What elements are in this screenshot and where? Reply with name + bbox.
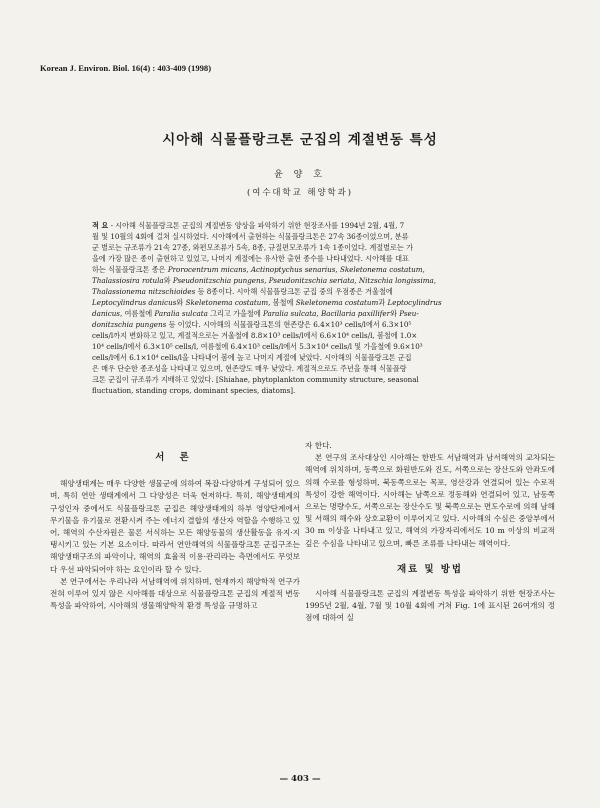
abstract [92,220,512,396]
abstract-line: 하는 식물플랑크톤 종은 Prorocentrum micans, Actinoptychus senarius, Skeletonema costatum, [92,265,425,274]
abstract-line: 을에 가장 많은 종이 출현하고 있었고, 나머지 계절에는 유사한 출현 종수를 나타내었다. 시아해를 대표 [92,254,409,263]
left-column [50,440,300,612]
abstract-label: 적 요 [92,221,109,230]
abstract-line: 은 매우 단순한 종조성을 나타내고 있으며, 현존량도 매우 낮았다. 계절적으로도 주년을 통해 식물플랑 [92,364,407,373]
paragraph: 본 연구의 조사대상인 시아해는 한반도 서남해역과 남서해역의 교차되는 해역에 위치하며, 동쪽으로 화원반도와 진도, 서쪽으로는 장산도와 안좌도에 의해 수로를 형성하며, 북동쪽으로는 목포, 영산강과 연결되어 있는 수로적 특성이 강한 해역이다. 시아해는 남쪽으로 정동해와 연결되어 있고, 남동쪽으로는 명량수도, 서쪽으로는 장산수도 및 북쪽으로는 면도수로에 의해 남해 및 서해의 해수와 상호교환이 이루어지고 있다. 시아해의 수심은 중앙부에서 30 m 이상을 나타내고 있고, 해역의 가장자리에서도 10 m 이상의 비교적 깊은 수심을 나타내고 있으며, 빠른 조류를 나타내는 해역이다. [305,453,555,548]
affiliation: (여수대학교 해양학과) [246,187,353,197]
page-number: — 403 — [279,774,321,784]
paragraph: 해양생태계는 매우 다양한 생물군에 의하여 복잡·다양하게 구성되어 있으며, 특히 연안 생태계에서 그 다양성은 더욱 현저하다. 특히, 해양생태계의 구성인자 중에서도 식물플랑크톤 군집은 해양생태계의 하부 영양단계에서 무기물을 유기물로 전환시켜 주는 에너지 결합의 생산자 역할을 수행하고 있어, 해역의 수산자원은 물론 서식하는 모든 해양동물의 생산활동을 유지·지탱시키고 있는 기본 요소이다. 따라서 연안해역의 식물플랑크톤 군집구조는 해양생태구조의 파악이나, 해역의 효율적 이용·관리라는 측면에서도 무엇보다 우선 파악되어야 하는 요인이라 할 수 있다. [50,479,300,574]
abstract-line: Thalassiosira rotula와 Pseudonitzschia pungens, Pseudonitzschia seriata, Nitzschia longissima, [92,276,437,285]
abstract-line: 10⁴ cells/l에서 6.3×10⁵ cells/l, 여름철에 6.4×10³ cells/l에서 5.3×10⁴ cells/l 및 가을철에 9.6×10³ [92,342,423,351]
paragraph: 본 연구에서는 우리나라 서남해역에 위치하며, 현재까지 해양학적 연구가 전혀 이루어 있지 않은 시아해를 대상으로 식물플랑크톤 군집의 계절적 변동특성을 파악하여, 시아해의 생물해양학적 환경 특성을 규명하고 [50,576,300,611]
journal-citation: Korean J. Environ. Biol. 16(4) : 403-409 (1998) [40,63,212,73]
abstract-line: cells/l에서 6.1×10⁴ cells/l을 나타내어 봄에 높고 나머지 계절에 낮았다. 시아해의 식물플랑크톤 군집 [92,353,412,362]
abstract-line: 월 및 10월의 4회에 걸쳐 실시하였다. 시아해에서 출현하는 식물플랑크톤은 27속 36종이었으며, 분류 [92,232,409,241]
abstract-line: 군 별로는 규조류가 21속 27종, 와편모조류가 5속, 8종, 규질편모조류가 1속 1종이었다. 계절별로는 가 [92,243,413,252]
abstract-line: fluctuation, standing crops, dominant species, diatoms]. [92,386,296,395]
abstract-line: - 시아해 식물플랑크톤 군집의 계절변동 양상을 파악하기 위한 현장조사를 1994년 2월, 4월, 7 [110,221,405,230]
author-name: 윤 양 호 [274,170,326,180]
abstract-line: Leptocylindrus danicus와 Skeletonema costatum, 봄철에 Skeletonema costatum과 Leptocylindrus [92,298,442,307]
abstract-line: donitzschia pungens 등 이었다. 시아해의 식물플랑크톤의 현존량은 6.4×10³ cells/l에서 6.3×10⁵ [92,320,412,329]
section-heading-introduction: 서 론 [155,452,195,463]
section-heading-methods: 재료 및 방법 [397,563,463,575]
abstract-line: Thalassionema nitzschioides 등 8종이다. 시아해 식물플랑크톤 군집 중의 우점종은 겨울철에 [92,287,393,296]
right-column [305,440,555,625]
paragraph: 시아해 식물플랑크톤 군집의 계절변동 특성을 파악하기 위한 현장조사는 1995년 2월, 4월, 7월 및 10월 4회에 거쳐 Fig. 1에 표시된 26여개의 정점에 대하여 실 [305,589,555,623]
paper-title: 시아해 식물플랑크톤 군집의 계절변동 특성 [162,132,438,148]
abstract-line: cells/l까지 변화하고 있고, 계절적으로는 겨울철에 8.8×10³ cells/l에서 6.6×10⁴ cells/l, 봄철에 1.0× [92,331,418,340]
abstract-line: danicus, 여름철에 Paralia sulcata 그리고 가을철에 Paralia sulcata, Bacillaria paxillifer와 Pseu- [92,309,419,318]
abstract-line: 크톤 군집이 규조류가 지배하고 있었다. [Shiahae, phytoplankton community structure, seasonal [92,375,419,384]
continued-text: 자 한다. [305,441,332,450]
